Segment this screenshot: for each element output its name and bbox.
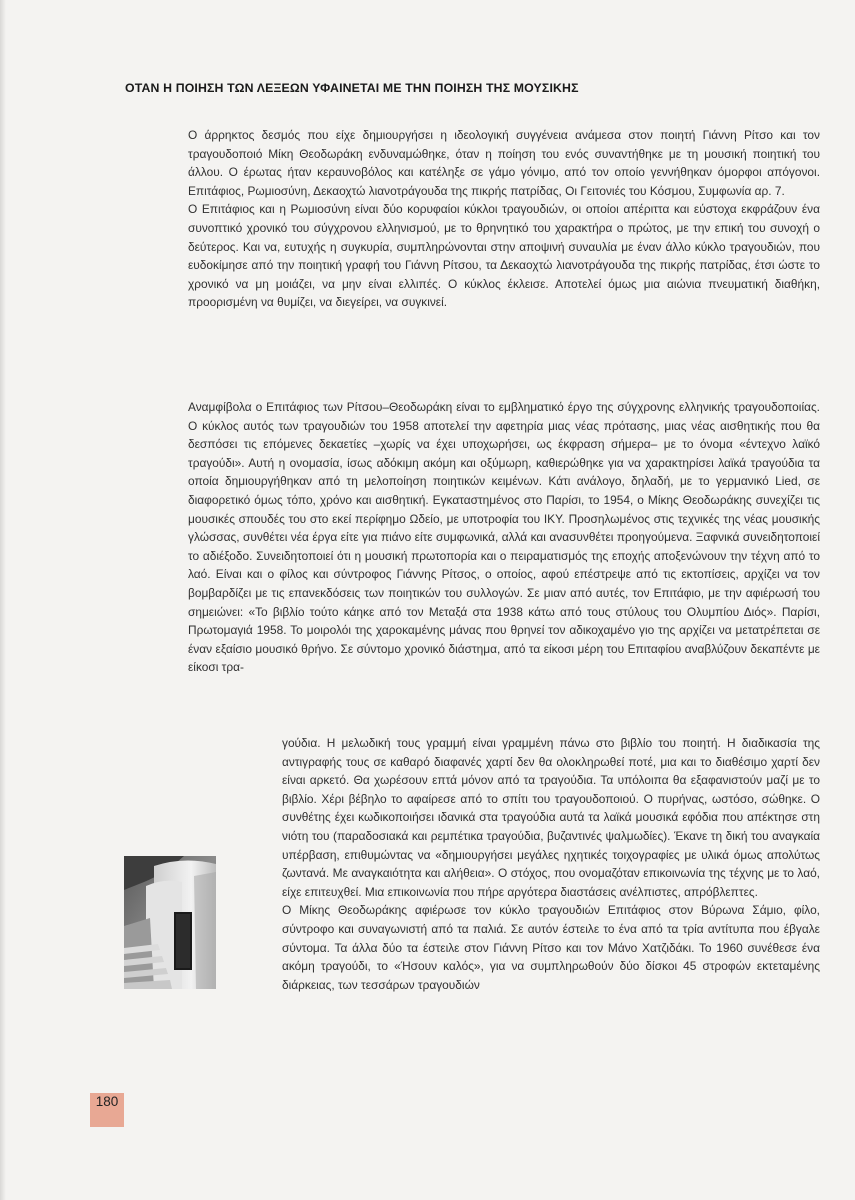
page-number-badge: 180 bbox=[90, 1093, 124, 1127]
paragraph-4: γούδια. Η μελωδική τους γραμμή είναι γραμμένη πάνω στο βιβλίο του ποιητή. Η διαδικασία της αντιγραφής τους σε καθαρό διαφανές χαρτί δεν θα ολοκληρωθεί ποτέ, μια και το διαθέσιμο χαρτί δεν είναι αρκετό. Θα χωρέσουν επτά μόνον από τα τραγούδια. Τα υπόλοιπα θα εξαφανιστούν μαζί με το βιβλίο. Χέρι βέβηλο το αφαίρεσε από το σπίτι του τραγουδοποιού. Ο πυρήνας, ωστόσο, σώθηκε. Ο συνθέτης έχει κωδικοποιήσει ιδανικά στα τραγούδια αυτά τα λαϊκά μουσικά εφόδια που απέκτησε στη νιότη του (παραδοσιακά και ρεμπέτικα τραγούδια, βυζαντινές ψαλμωδίες). Έκανε τη δική του αναγκαία υπέρβαση, επιθυμώντας να «δημιουργήσει μεγάλες ηχητικές τοιχογραφίες με υλικά όμως απολύτως ζωντανά. Με αναγκαιότητα και αλήθεια». Ο στόχος, που ονομαζόταν επικοινωνία της τέχνης με το λαό, είχε επιτευχθεί. Μια επικοινωνία που πήρε αργότερα διαστάσεις ανέλπιστες, απρόβλεπτες. bbox=[282, 736, 820, 899]
section-title: ΟΤΑΝ Η ΠΟΙΗΣΗ ΤΩΝ ΛΕΞΕΩΝ ΥΦΑΙΝΕΤΑΙ ΜΕ ΤΗΝ ΠΟΙΗΣΗ ΤΗΣ ΜΟΥΣΙΚΗΣ bbox=[125, 81, 579, 95]
indented-text-block bbox=[282, 734, 820, 994]
page-edge-shadow bbox=[0, 0, 6, 1200]
whitewashed-doorway-photo bbox=[124, 856, 216, 989]
paragraph-3: Αναμφίβολα ο Επιτάφιος των Ρίτσου–Θεοδωράκη είναι το εμβληματικό έργο της σύγχρονης ελληνικής τραγουδοποιίας. Ο κύκλος αυτός των τραγουδιών του 1958 αποτελεί την αφετηρία μιας νέας πρότασης, μιας νέας αισθητικής που θα δεσπόσει τις επόμενες δεκαετίες –χωρίς να έχει υποχωρήσει, ως έκφραση σήμερα– με το όνομα «έντεχνο λαϊκό τραγούδι». Αυτή η ονομασία, ίσως αδόκιμη ακόμη και οξύμωρη, καθιερώθηκε για να χαρακτηρίσει λαϊκά τραγούδια τα οποία δημιουργήθηκαν από τη μελοποίηση ποιητικών κειμένων. Κάτι ανάλογο, δηλαδή, με το γερμανικό Lied, σε διαφορετικό όμως τόπο, χρόνο και αισθητική. Εγκαταστημένος στο Παρίσι, το 1954, ο Μίκης Θεοδωράκης συνεχίζει τις μουσικές σπουδές του στο εκεί περίφημο Ωδείο, με υποτροφία του ΙΚΥ. Προσηλωμένος στις τεχνικές της νέας μουσικής γλώσσας, συνθέτει νέα έργα είτε για πιάνο είτε συμφωνικά, αλλά και ανασυνθέτει προηγούμενα. Ξαφνικά συνειδητοποιεί το αδιέξοδο. Συνειδητοποιεί ότι η μουσική πρωτοπορία και ο πειραματισμός της εποχής αποξενώνουν την τέχνη από το λαό. Είναι και ο φίλος και σύντροφος Γιάννης Ρίτσος, ο οποίος, αφού επέστρεψε από τις εκτοπίσεις, αρχίζει να τον βομβαρδίζει με τις επανεκδόσεις των ποιητικών του συλλογών. Σε μιαν από αυτές, τον Επιτάφιο, με την αφιέρωσή του σημειώνει: «Το βιβλίο τούτο κάηκε από τον Μεταξά στα 1938 κάτω από τους στύλους του Ολυμπίου Διός». Παρίσι, Πρωτομαγιά 1958. Το μοιρολόι της χαροκαμένης μάνας που θρηνεί τον αδικοχαμένο γιο της αρχίζει να μετατρέπεται σε έναν εξαίσιο μουσικό θρήνο. Σε σύντομο χρονικό διάστημα, από τα είκοσι μέρη του Επιταφίου αναβλύζουν δεκαπέντε με είκοσι τρα- bbox=[188, 400, 820, 675]
intro-text-block bbox=[188, 126, 820, 312]
epitaphios-text-block bbox=[188, 398, 820, 677]
paragraph-5: Ο Μίκης Θεοδωράκης αφιέρωσε τον κύκλο τραγουδιών Επιτάφιος στον Βύρωνα Σάμιο, φίλο, σύντροφο και συναγωνιστή από τα παλιά. Σε αυτόν έστειλε το ένα από τα τρία αντίτυπα που έβγαλε σύντομα. Τα άλλα δύο τα έστειλε στον Γιάννη Ρίτσο και τον Μάνο Χατζιδάκι. Το 1960 συνέθεσε ένα ακόμη τραγούδι, το «Ήσουν καλός», για να συμπληρωθούν δύο δίσκοι 45 στροφών εκτεταμένης διάρκειας, των τεσσάρων τραγουδιών bbox=[282, 903, 820, 992]
paragraph-2: Ο Επιτάφιος και η Ρωμιοσύνη είναι δύο κορυφαίοι κύκλοι τραγουδιών, οι οποίοι απέριττα και εύστοχα εκφράζουν ένα συνοπτικό χρονικό του σύγχρονου ελληνισμού, με το θρηνητικό του χαρακτήρα ο πρώτος, με την επική του συνοχή ο δεύτερος. Και να, ευτυχής η συγκυρία, συμπληρώνονται στην αποψινή συναυλία με έναν άλλο κύκλο τραγουδιών, που ευδοκίμησε από την ποιητική γραφή του Γιάννη Ρίτσου, τα Δεκαοχτώ λιανοτράγουδα της πικρής πατρίδας, έτσι ώστε το χρονικό να μη μοιάζει, να μην είναι ελλιπές. Ο κύκλος έκλεισε. Αποτελεί όμως μια αιώνια πνευματική διαθήκη, προορισμένη να θυμίζει, να διεγείρει, να συγκινεί. bbox=[188, 202, 820, 310]
paragraph-1: Ο άρρηκτος δεσμός που είχε δημιουργήσει η ιδεολογική συγγένεια ανάμεσα στον ποιητή Γιάννη Ρίτσο και τον τραγουδοποιό Μίκη Θεοδωράκη ενδυναμώθηκε, όταν η ποίηση του ενός συναντήθηκε με τη μουσική ποιητική του άλλου. Ο έρωτας ήταν κεραυνοβόλος και κατέληξε σε γάμο γόνιμο, από τον οποίο γεννήθηκαν όμορφοι απόγονοι. Επιτάφιος, Ρωμιοσύνη, Δεκαοχτώ λιανοτράγουδα της πικρής πατρίδας, Οι Γειτονιές του Κόσμου, Συμφωνία αρ. 7. bbox=[188, 128, 820, 198]
